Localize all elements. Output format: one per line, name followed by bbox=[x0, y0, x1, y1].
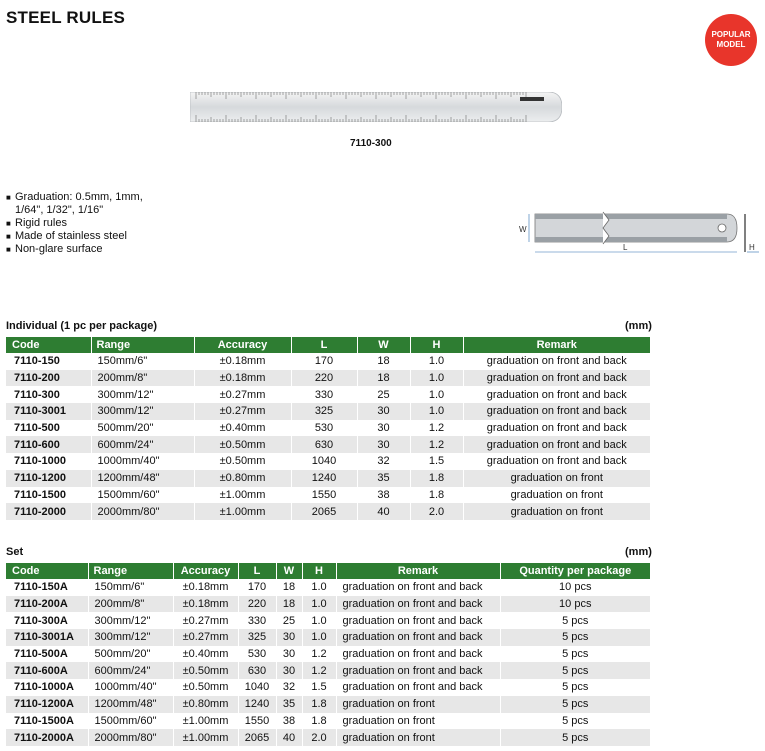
table-row bbox=[6, 353, 651, 370]
table-cell: 2000mm/80" bbox=[88, 729, 173, 746]
table-cell: 1.8 bbox=[410, 470, 463, 487]
table-cell: 1.2 bbox=[410, 436, 463, 453]
feature-text: Non-glare surface bbox=[15, 243, 103, 255]
table-row bbox=[6, 629, 651, 646]
feature-text: Rigid rules bbox=[15, 217, 67, 229]
table-cell: 7110-3001A bbox=[6, 629, 88, 646]
bullet-icon: ■ bbox=[6, 245, 11, 254]
table-cell: 1500mm/60" bbox=[88, 713, 173, 730]
table-row bbox=[6, 436, 651, 453]
table-cell: 1550 bbox=[238, 713, 276, 730]
table-cell: 7110-500A bbox=[6, 646, 88, 663]
table-cell: 7110-2000 bbox=[6, 503, 91, 520]
table-cell: 5 pcs bbox=[500, 696, 651, 713]
table-cell: 150mm/6" bbox=[88, 579, 173, 596]
table-cell: 1.0 bbox=[302, 629, 336, 646]
table-row bbox=[6, 420, 651, 437]
table-cell: 30 bbox=[357, 436, 410, 453]
table-row bbox=[6, 646, 651, 663]
bullet-icon: ■ bbox=[6, 232, 11, 241]
table-cell: 200mm/8" bbox=[88, 596, 173, 613]
table-cell: graduation on front and back bbox=[336, 662, 500, 679]
table-cell: 5 pcs bbox=[500, 679, 651, 696]
col-header-accuracy: Accuracy bbox=[173, 563, 238, 579]
set-table bbox=[6, 563, 651, 746]
col-header-w: W bbox=[276, 563, 302, 579]
table-cell: 170 bbox=[291, 353, 357, 370]
col-header-accuracy: Accuracy bbox=[194, 337, 291, 353]
table-cell: 1200mm/48" bbox=[91, 470, 194, 487]
feature-text: Graduation: 0.5mm, 1mm, bbox=[15, 191, 143, 203]
table-cell: 32 bbox=[276, 679, 302, 696]
table-cell: ±0.80mm bbox=[194, 470, 291, 487]
table-cell: ±0.40mm bbox=[173, 646, 238, 663]
table-header-row bbox=[6, 563, 651, 579]
table-cell: 30 bbox=[276, 646, 302, 663]
table-cell: 1.0 bbox=[410, 386, 463, 403]
table-cell: 5 pcs bbox=[500, 629, 651, 646]
table-cell: 500mm/20" bbox=[91, 420, 194, 437]
table-cell: 1500mm/60" bbox=[91, 487, 194, 504]
table-cell: 5 pcs bbox=[500, 729, 651, 746]
diagram-l-label: L bbox=[623, 243, 628, 252]
table-cell: ±0.18mm bbox=[194, 370, 291, 387]
table-cell: 1200mm/48" bbox=[88, 696, 173, 713]
feature-text: Made of stainless steel bbox=[15, 230, 127, 242]
product-image-caption: 7110-300 bbox=[350, 138, 392, 149]
table-row bbox=[6, 579, 651, 596]
table-cell: 18 bbox=[357, 370, 410, 387]
table-row bbox=[6, 487, 651, 504]
table-cell: 300mm/12" bbox=[91, 403, 194, 420]
table-row bbox=[6, 713, 651, 730]
table-row bbox=[6, 696, 651, 713]
table-cell: graduation on front bbox=[463, 470, 651, 487]
table-cell: 500mm/20" bbox=[88, 646, 173, 663]
table-cell: 1.2 bbox=[302, 662, 336, 679]
individual-table bbox=[6, 337, 651, 520]
table-cell: 630 bbox=[238, 662, 276, 679]
table-cell: ±0.50mm bbox=[173, 662, 238, 679]
table-cell: 10 pcs bbox=[500, 596, 651, 613]
table-cell: 1240 bbox=[238, 696, 276, 713]
feature-text: 1/64", 1/32", 1/16" bbox=[15, 204, 104, 216]
table-cell: 170 bbox=[238, 579, 276, 596]
table-row bbox=[6, 679, 651, 696]
col-header-l: L bbox=[238, 563, 276, 579]
table-cell: graduation on front and back bbox=[463, 386, 651, 403]
table-cell: 1.5 bbox=[410, 453, 463, 470]
individual-section-title: Individual (1 pc per package) bbox=[6, 320, 157, 332]
table-cell: graduation on front and back bbox=[463, 436, 651, 453]
table-cell: ±0.50mm bbox=[194, 436, 291, 453]
table-cell: 7110-600A bbox=[6, 662, 88, 679]
table-cell: 40 bbox=[357, 503, 410, 520]
table-cell: 7110-1500A bbox=[6, 713, 88, 730]
table-cell: 1.8 bbox=[302, 713, 336, 730]
table-cell: graduation on front and back bbox=[336, 596, 500, 613]
table-cell: 7110-2000A bbox=[6, 729, 88, 746]
table-cell: 30 bbox=[276, 629, 302, 646]
table-cell: 150mm/6" bbox=[91, 353, 194, 370]
table-row bbox=[6, 370, 651, 387]
table-cell: 30 bbox=[357, 403, 410, 420]
table-row bbox=[6, 453, 651, 470]
feature-item bbox=[6, 243, 143, 256]
col-header-w: W bbox=[357, 337, 410, 353]
table-cell: 40 bbox=[276, 729, 302, 746]
table-cell: graduation on front and back bbox=[463, 453, 651, 470]
table-cell: ±1.00mm bbox=[173, 729, 238, 746]
table-cell: 7110-1000 bbox=[6, 453, 91, 470]
table-row bbox=[6, 403, 651, 420]
table-cell: 1.2 bbox=[302, 646, 336, 663]
table-cell: 1040 bbox=[238, 679, 276, 696]
table-cell: 5 pcs bbox=[500, 662, 651, 679]
table-cell: graduation on front and back bbox=[463, 370, 651, 387]
individual-unit-label: (mm) bbox=[625, 320, 652, 332]
table-cell: ±1.00mm bbox=[194, 487, 291, 504]
table-cell: 5 pcs bbox=[500, 713, 651, 730]
table-cell: graduation on front bbox=[336, 696, 500, 713]
set-unit-label: (mm) bbox=[625, 546, 652, 558]
table-cell: 1.0 bbox=[410, 370, 463, 387]
table-cell: 7110-1000A bbox=[6, 679, 88, 696]
table-row bbox=[6, 612, 651, 629]
table-cell: 2000mm/80" bbox=[91, 503, 194, 520]
table-cell: 7110-1200A bbox=[6, 696, 88, 713]
table-cell: 5 pcs bbox=[500, 612, 651, 629]
feature-item bbox=[6, 204, 143, 217]
table-cell: 2065 bbox=[238, 729, 276, 746]
table-cell: 1.8 bbox=[410, 487, 463, 504]
table-cell: 1.2 bbox=[410, 420, 463, 437]
table-cell: 1000mm/40" bbox=[88, 679, 173, 696]
table-cell: 300mm/12" bbox=[91, 386, 194, 403]
table-cell: ±1.00mm bbox=[194, 503, 291, 520]
table-cell: 300mm/12" bbox=[88, 629, 173, 646]
table-cell: 38 bbox=[357, 487, 410, 504]
table-cell: 30 bbox=[276, 662, 302, 679]
table-cell: ±0.27mm bbox=[194, 403, 291, 420]
table-cell: 7110-300A bbox=[6, 612, 88, 629]
col-header-remark: Remark bbox=[336, 563, 500, 579]
table-cell: ±0.50mm bbox=[194, 453, 291, 470]
table-cell: 1240 bbox=[291, 470, 357, 487]
table-cell: 25 bbox=[276, 612, 302, 629]
feature-item bbox=[6, 217, 143, 230]
table-header-row bbox=[6, 337, 651, 353]
table-cell: 7110-150A bbox=[6, 579, 88, 596]
table-cell: 200mm/8" bbox=[91, 370, 194, 387]
table-cell: 10 pcs bbox=[500, 579, 651, 596]
table-cell: 1000mm/40" bbox=[91, 453, 194, 470]
table-cell: 1.0 bbox=[410, 353, 463, 370]
col-header-code: Code bbox=[6, 563, 88, 579]
table-cell: 35 bbox=[357, 470, 410, 487]
table-cell: 7110-600 bbox=[6, 436, 91, 453]
table-cell: 220 bbox=[291, 370, 357, 387]
steel-rule-image bbox=[190, 92, 562, 122]
table-cell: 220 bbox=[238, 596, 276, 613]
table-cell: graduation on front bbox=[336, 729, 500, 746]
badge-line-1: POPULAR bbox=[711, 30, 751, 39]
table-cell: 7110-200 bbox=[6, 370, 91, 387]
col-header-h: H bbox=[410, 337, 463, 353]
table-cell: ±0.27mm bbox=[173, 612, 238, 629]
table-row bbox=[6, 386, 651, 403]
col-header-h: H bbox=[302, 563, 336, 579]
table-cell: 18 bbox=[276, 579, 302, 596]
table-cell: graduation on front and back bbox=[463, 403, 651, 420]
table-cell: graduation on front bbox=[463, 503, 651, 520]
table-cell: 2.0 bbox=[302, 729, 336, 746]
popular-model-badge bbox=[705, 14, 757, 66]
table-cell: 330 bbox=[238, 612, 276, 629]
rule-dimension-diagram bbox=[515, 208, 760, 260]
table-cell: 7110-200A bbox=[6, 596, 88, 613]
table-row bbox=[6, 729, 651, 746]
bullet-icon: ■ bbox=[6, 193, 11, 202]
table-cell: graduation on front and back bbox=[336, 579, 500, 596]
col-header-range: Range bbox=[88, 563, 173, 579]
table-cell: 2.0 bbox=[410, 503, 463, 520]
table-cell: graduation on front and back bbox=[463, 420, 651, 437]
table-cell: 30 bbox=[357, 420, 410, 437]
feature-item bbox=[6, 230, 143, 243]
table-cell: 1040 bbox=[291, 453, 357, 470]
table-cell: 2065 bbox=[291, 503, 357, 520]
table-cell: 330 bbox=[291, 386, 357, 403]
table-cell: ±0.18mm bbox=[173, 596, 238, 613]
table-cell: 5 pcs bbox=[500, 646, 651, 663]
table-cell: graduation on front and back bbox=[336, 646, 500, 663]
table-cell: 32 bbox=[357, 453, 410, 470]
table-cell: 38 bbox=[276, 713, 302, 730]
table-cell: 35 bbox=[276, 696, 302, 713]
col-header-l: L bbox=[291, 337, 357, 353]
col-header-quantity: Quantity per package bbox=[500, 563, 651, 579]
table-cell: ±0.18mm bbox=[194, 353, 291, 370]
table-cell: 530 bbox=[291, 420, 357, 437]
table-cell: 1.0 bbox=[302, 579, 336, 596]
table-cell: 325 bbox=[238, 629, 276, 646]
table-cell: 1.5 bbox=[302, 679, 336, 696]
table-cell: ±0.27mm bbox=[173, 629, 238, 646]
set-section-title: Set bbox=[6, 546, 24, 558]
bullet-icon: ■ bbox=[6, 219, 11, 228]
table-cell: 300mm/12" bbox=[88, 612, 173, 629]
table-cell: 530 bbox=[238, 646, 276, 663]
table-row bbox=[6, 596, 651, 613]
table-cell: 18 bbox=[357, 353, 410, 370]
table-cell: graduation on front and back bbox=[336, 629, 500, 646]
table-cell: 1.0 bbox=[302, 596, 336, 613]
table-cell: 600mm/24" bbox=[91, 436, 194, 453]
table-cell: graduation on front bbox=[336, 713, 500, 730]
table-cell: 18 bbox=[276, 596, 302, 613]
table-cell: 7110-500 bbox=[6, 420, 91, 437]
table-cell: 630 bbox=[291, 436, 357, 453]
table-cell: ±0.18mm bbox=[173, 579, 238, 596]
table-cell: 1.0 bbox=[410, 403, 463, 420]
table-cell: 1550 bbox=[291, 487, 357, 504]
table-cell: graduation on front bbox=[463, 487, 651, 504]
table-cell: ±0.50mm bbox=[173, 679, 238, 696]
diagram-h-label: H bbox=[749, 243, 755, 252]
table-cell: ±0.40mm bbox=[194, 420, 291, 437]
table-cell: ±0.80mm bbox=[173, 696, 238, 713]
table-row bbox=[6, 662, 651, 679]
table-cell: 1.0 bbox=[302, 612, 336, 629]
table-cell: graduation on front and back bbox=[336, 679, 500, 696]
col-header-range: Range bbox=[91, 337, 194, 353]
table-cell: graduation on front and back bbox=[336, 612, 500, 629]
col-header-code: Code bbox=[6, 337, 91, 353]
table-cell: 7110-1500 bbox=[6, 487, 91, 504]
table-row bbox=[6, 470, 651, 487]
table-cell: 325 bbox=[291, 403, 357, 420]
col-header-remark: Remark bbox=[463, 337, 651, 353]
feature-list bbox=[6, 191, 143, 256]
table-cell: graduation on front and back bbox=[463, 353, 651, 370]
table-cell: ±0.27mm bbox=[194, 386, 291, 403]
table-cell: ±1.00mm bbox=[173, 713, 238, 730]
table-cell: 7110-3001 bbox=[6, 403, 91, 420]
diagram-w-label: W bbox=[519, 225, 527, 234]
feature-item bbox=[6, 191, 143, 204]
table-cell: 7110-150 bbox=[6, 353, 91, 370]
table-cell: 1.8 bbox=[302, 696, 336, 713]
page-title: STEEL RULES bbox=[6, 8, 126, 27]
table-cell: 7110-1200 bbox=[6, 470, 91, 487]
table-cell: 7110-300 bbox=[6, 386, 91, 403]
table-row bbox=[6, 503, 651, 520]
badge-line-2: MODEL bbox=[716, 40, 746, 49]
table-cell: 600mm/24" bbox=[88, 662, 173, 679]
table-cell: 25 bbox=[357, 386, 410, 403]
